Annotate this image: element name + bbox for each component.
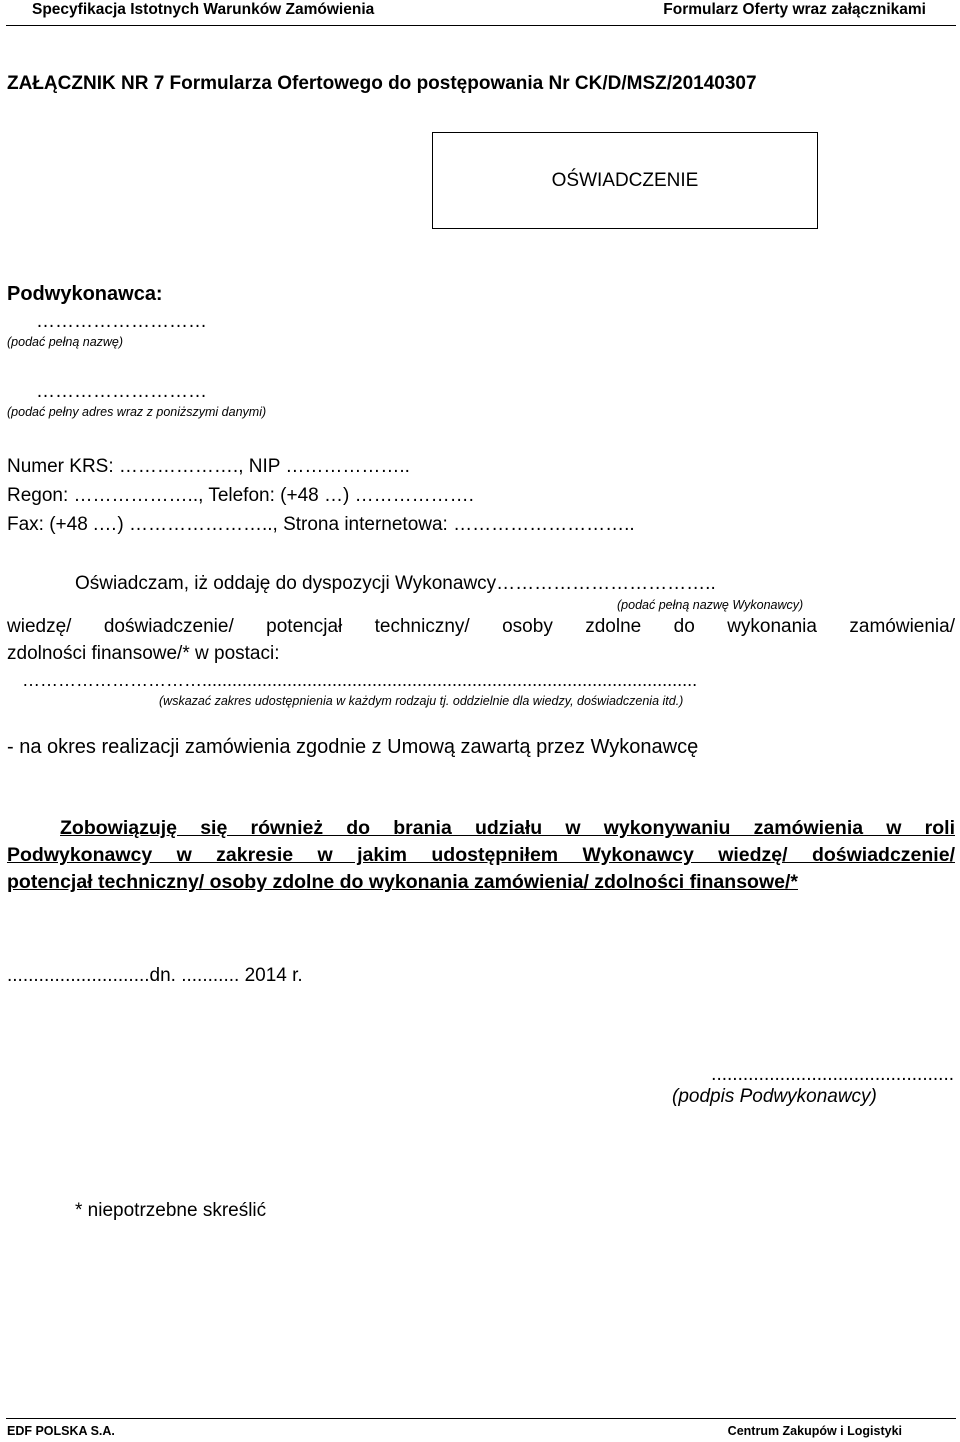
- date-line: ...........................dn. ........... 2014 r.: [7, 965, 303, 986]
- declaration-intro: Oświadczam, iż oddaję do dyspozycji Wykonawcy……………………………..: [75, 573, 716, 594]
- footer-divider: [6, 1418, 956, 1419]
- signature-field: ..............................................: [711, 1064, 954, 1085]
- header-divider: [6, 25, 956, 26]
- resources-form-hint: (wskazać zakres udostępnienia w każdym rodzaju tj. oddzielnie dla wiedzy, doświadczenia itd.): [159, 694, 684, 708]
- resources-line-2: zdolności finansowe/* w postaci:: [7, 643, 280, 664]
- document-title: ZAŁĄCZNIK NR 7 Formularza Ofertowego do postępowania Nr CK/D/MSZ/20140307: [7, 73, 757, 94]
- commitment-line-2: Podwykonawcy w zakresie w jakim udostępniłem Wykonawcy wiedzę/ doświadczenie/: [7, 844, 955, 866]
- krs-nip-line: Numer KRS: ………………., NIP ………………..: [7, 456, 410, 477]
- commitment-paragraph: [7, 815, 955, 896]
- signature-label: (podpis Podwykonawcy): [672, 1086, 877, 1107]
- header-right: Formularz Oferty wraz załącznikami: [663, 1, 926, 18]
- period-statement: - na okres realizacji zamówienia zgodnie z Umową zawartą przez Wykonawcę: [7, 736, 699, 758]
- commitment-line-1: Zobowiązuję się również do brania udziału w wykonywaniu zamówienia w roli: [60, 817, 955, 839]
- subcontractor-heading: Podwykonawca:: [7, 283, 163, 305]
- footer-right: Centrum Zakupów i Logistyki: [727, 1424, 902, 1438]
- subcontractor-name-field: ………………………: [36, 311, 207, 332]
- statement-label: OŚWIADCZENIE: [551, 169, 699, 191]
- resources-line-1: wiedzę/ doświadczenie/ potencjał techniczny/ osoby zdolne do wykonania zamówienia/: [7, 616, 955, 637]
- subcontractor-address-hint: (podać pełny adres wraz z poniższymi danymi): [7, 405, 267, 419]
- contractor-name-hint: (podać pełną nazwę Wykonawcy): [617, 598, 804, 612]
- footnote: * niepotrzebne skreślić: [75, 1200, 267, 1221]
- subcontractor-address-field: ………………………: [36, 381, 207, 402]
- resources-form-field: …………………………...................................................................................................: [22, 670, 698, 690]
- statement-box: [432, 132, 818, 229]
- header-left: Specyfikacja Istotnych Warunków Zamówienia: [32, 1, 375, 18]
- commitment-line-3: potencjał techniczny/ osoby zdolne do wykonania zamówienia/ zdolności finansowe/*: [7, 871, 798, 893]
- subcontractor-name-hint: (podać pełną nazwę): [7, 335, 124, 349]
- footer-left: EDF POLSKA S.A.: [7, 1424, 115, 1438]
- regon-phone-line: Regon: ……………….., Telefon: (+48 …) ……………….: [7, 485, 474, 506]
- fax-website-line: Fax: (+48 .…) ………………….., Strona internetowa: ………………………..: [7, 514, 635, 535]
